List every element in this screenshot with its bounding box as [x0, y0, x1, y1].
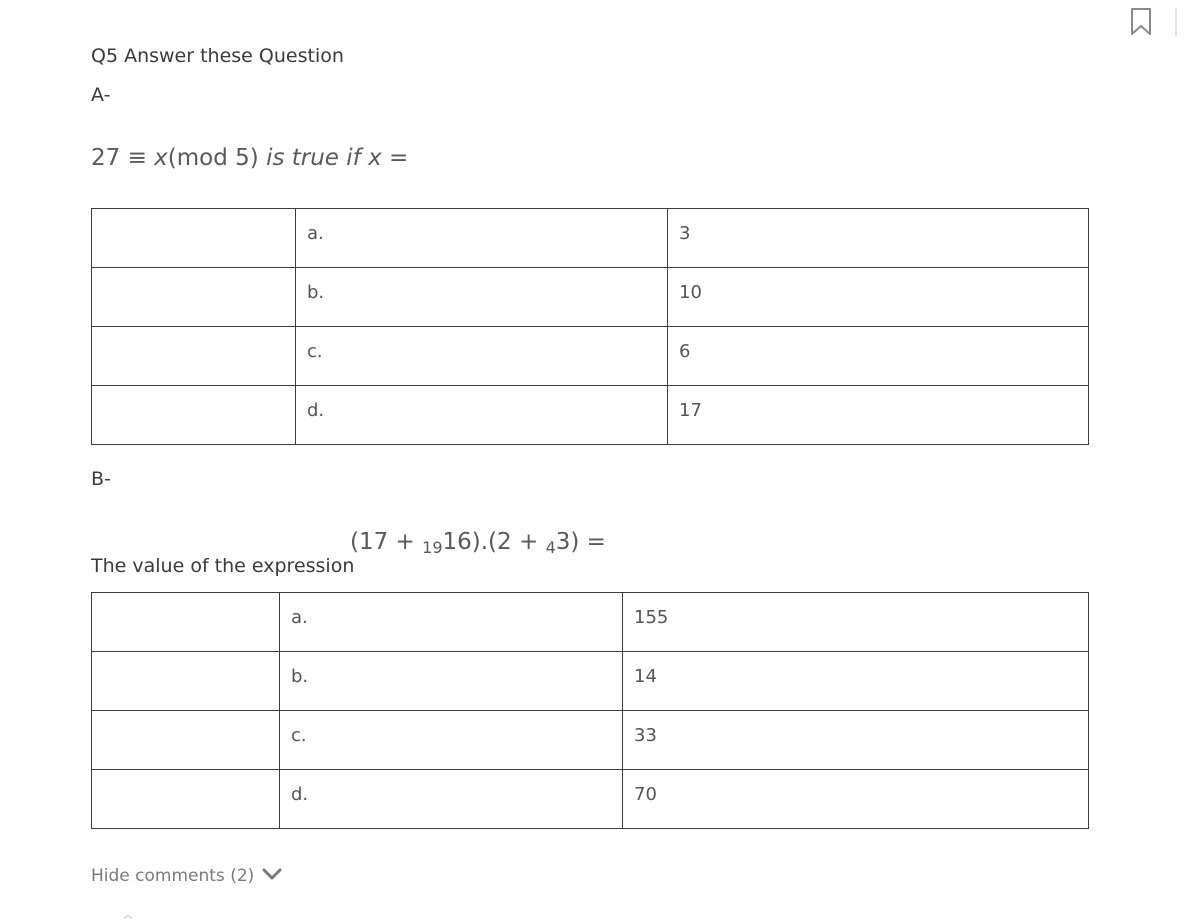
comment-caret-icon: [124, 904, 132, 908]
expression-subscript-2: 4: [545, 538, 556, 557]
table-row: [92, 327, 1089, 386]
part-b-label: B-: [91, 468, 111, 490]
part-b-expression: [350, 529, 606, 557]
option-value: 10: [668, 268, 1089, 327]
option-letter: d.: [280, 770, 623, 829]
option-select-cell[interactable]: [92, 327, 296, 386]
option-letter: b.: [296, 268, 668, 327]
hide-comments-label: Hide comments (2): [91, 866, 255, 886]
part-b-options-table: [91, 592, 1089, 829]
hide-comments-toggle[interactable]: [91, 866, 282, 886]
equation-mod: (mod 5): [167, 145, 259, 171]
table-row: [92, 268, 1089, 327]
expression-part-2: 16).(2 +: [442, 529, 546, 555]
table-row: [92, 209, 1089, 268]
option-value: 33: [623, 711, 1089, 770]
expression-part-3: 3) =: [555, 529, 606, 555]
option-select-cell[interactable]: [92, 593, 280, 652]
option-letter: c.: [280, 711, 623, 770]
option-value: 6: [668, 327, 1089, 386]
option-letter: c.: [296, 327, 668, 386]
part-a-options-table: [91, 208, 1089, 445]
equation-x2: x: [368, 145, 382, 171]
option-select-cell[interactable]: [92, 711, 280, 770]
option-select-cell[interactable]: [92, 386, 296, 445]
part-a-label: A-: [91, 84, 111, 106]
scrollbar-edge: [1175, 8, 1177, 36]
expression-subscript-1: 19: [422, 538, 443, 557]
table-row: [92, 652, 1089, 711]
option-value: 155: [623, 593, 1089, 652]
equation-eq: =: [381, 145, 409, 171]
option-select-cell[interactable]: [92, 268, 296, 327]
bookmark-icon[interactable]: [1130, 8, 1152, 36]
option-select-cell[interactable]: [92, 209, 296, 268]
table-row: [92, 386, 1089, 445]
equation-tail: is true if: [258, 145, 369, 171]
equation-lhs: 27 ≡: [91, 145, 155, 171]
part-a-equation: [91, 145, 408, 171]
equation-x: x: [154, 145, 168, 171]
expression-prompt: The value of the expression: [91, 555, 355, 577]
question-title: Q5 Answer these Question: [91, 45, 344, 67]
option-value: 70: [623, 770, 1089, 829]
option-select-cell[interactable]: [92, 652, 280, 711]
option-value: 17: [668, 386, 1089, 445]
option-letter: a.: [296, 209, 668, 268]
table-row: [92, 711, 1089, 770]
chevron-down-icon[interactable]: [262, 866, 282, 886]
option-letter: a.: [280, 593, 623, 652]
option-letter: b.: [280, 652, 623, 711]
option-letter: d.: [296, 386, 668, 445]
option-value: 3: [668, 209, 1089, 268]
table-row: [92, 770, 1089, 829]
expression-part-1: (17 +: [350, 529, 423, 555]
option-value: 14: [623, 652, 1089, 711]
table-row: [92, 593, 1089, 652]
option-select-cell[interactable]: [92, 770, 280, 829]
